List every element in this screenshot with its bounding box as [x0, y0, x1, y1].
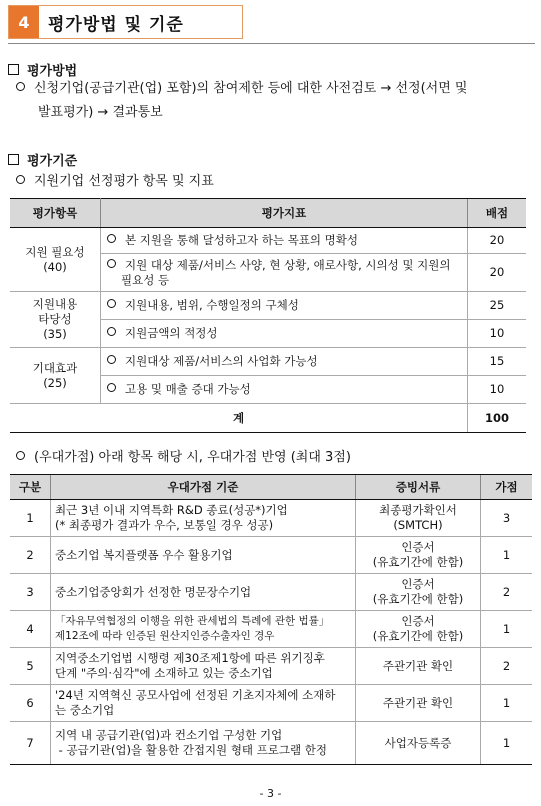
section-title: 평가방법 및 기준 [48, 14, 184, 35]
method-line1: 신청기업(공급기관(업) 포함)의 참여제한 등에 대한 사전검토 → 선정(서면 및 [16, 77, 468, 101]
indicator-text: 지원 대상 제품/서비스 사양, 현 상황, 애로사항, 시의성 및 지원의 필요성 등 [121, 257, 451, 287]
points: 3 [481, 500, 533, 537]
indicator-text: 지원금액의 적정성 [125, 326, 218, 340]
row-number: 6 [10, 685, 51, 722]
row-number: 7 [10, 722, 51, 765]
row-number: 4 [10, 611, 51, 648]
table-row [10, 292, 526, 320]
header-cell: 가점 [481, 475, 533, 500]
header-cell: 평가지표 [101, 199, 468, 228]
page-number: - 3 - [259, 787, 282, 800]
criteria-heading: 평가기준 [8, 150, 77, 169]
row-number: 3 [10, 574, 51, 611]
points: 1 [481, 685, 533, 722]
points: 1 [481, 722, 533, 765]
criterion: 최근 3년 이내 지역특화 R&D 종료(성공*)기업 (* 최종평가 결과가 우수, 보통일 경우 성공) [51, 500, 356, 537]
section-header [8, 5, 243, 39]
document: 주관기관 확인 [356, 648, 481, 685]
indicator-text: 지원대상 제품/서비스의 사업화 가능성 [125, 354, 318, 368]
group-name: 기대효과 (25) [10, 348, 101, 404]
total-label: 계 [10, 404, 468, 433]
criteria-table [10, 198, 526, 433]
row-number: 2 [10, 537, 51, 574]
document: 주관기관 확인 [356, 685, 481, 722]
row-number: 5 [10, 648, 51, 685]
table-row [10, 685, 532, 722]
document: 인증서 (유효기간에 한함) [356, 537, 481, 574]
group-name: 지원 필요성 (40) [10, 228, 101, 292]
circle-bullet-icon [16, 82, 25, 91]
criterion: '24년 지역혁신 공모사업에 선정된 기초지자체에 소재하 는 중소기업 [51, 685, 356, 722]
document: 사업자등록증 [356, 722, 481, 765]
method-line2: 발표평가) → 결과통보 [38, 105, 163, 120]
criterion: 지역 내 공급기관(업)과 컨소기업 구성한 기업 - 공급기관(업)을 활용한 간접지원 형태 프로그램 한정 [51, 722, 356, 765]
table-row [10, 537, 532, 574]
table-row [10, 228, 526, 254]
header-cell: 배점 [468, 199, 527, 228]
method-heading: 평가방법 [8, 60, 77, 79]
criteria-sub: 지원기업 선정평가 항목 및 지표 [16, 170, 214, 194]
score: 20 [468, 254, 527, 292]
points: 1 [481, 611, 533, 648]
total-row [10, 404, 526, 433]
header-cell: 증빙서류 [356, 475, 481, 500]
points: 1 [481, 537, 533, 574]
table-row [10, 500, 532, 537]
header-cell: 평가항목 [10, 199, 101, 228]
indicator-text: 고용 및 매출 증대 가능성 [125, 382, 251, 396]
score: 15 [468, 348, 527, 376]
table-row [10, 648, 532, 685]
group-name: 지원내용 타당성 (35) [10, 292, 101, 348]
bonus-table [10, 474, 532, 765]
table-row [10, 722, 532, 765]
bonus-sub: (우대가점) 아래 항목 해당 시, 우대가점 반영 (최대 3점) [16, 446, 351, 470]
score: 10 [468, 376, 527, 404]
score: 25 [468, 292, 527, 320]
score: 10 [468, 320, 527, 348]
table-row [10, 348, 526, 376]
table-row [10, 611, 532, 648]
section-number: 4 [9, 6, 39, 38]
total-score: 100 [468, 404, 527, 433]
row-number: 1 [10, 500, 51, 537]
document: 최종평가확인서 (SMTCH) [356, 500, 481, 537]
score: 20 [468, 228, 527, 254]
indicator-text: 본 지원을 통해 달성하고자 하는 목표의 명확성 [125, 233, 359, 247]
criterion: 중소기업중앙회가 선정한 명문장수기업 [51, 574, 356, 611]
circle-bullet-icon [16, 175, 25, 184]
criterion: 「자유무역협정의 이행을 위한 관세법의 특례에 관한 법률」 제12조에 따라 인증된 원산지인증수출자인 경우 [51, 611, 356, 648]
document: 인증서 (유효기간에 한함) [356, 574, 481, 611]
circle-bullet-icon [16, 451, 25, 460]
table-row [10, 574, 532, 611]
header-cell: 구분 [10, 475, 51, 500]
criterion: 중소기업 복지플랫폼 우수 활용기업 [51, 537, 356, 574]
indicator-text: 지원내용, 범위, 수행일정의 구체성 [125, 298, 299, 312]
criterion: 지역중소기업법 시행령 제30조제1항에 따른 위기징후 단계 "주의·심각"에 소재하고 있는 중소기업 [51, 648, 356, 685]
divider [8, 43, 535, 44]
document: 인증서 (유효기간에 한함) [356, 611, 481, 648]
points: 2 [481, 574, 533, 611]
header-cell: 우대가점 기준 [51, 475, 356, 500]
points: 2 [481, 648, 533, 685]
